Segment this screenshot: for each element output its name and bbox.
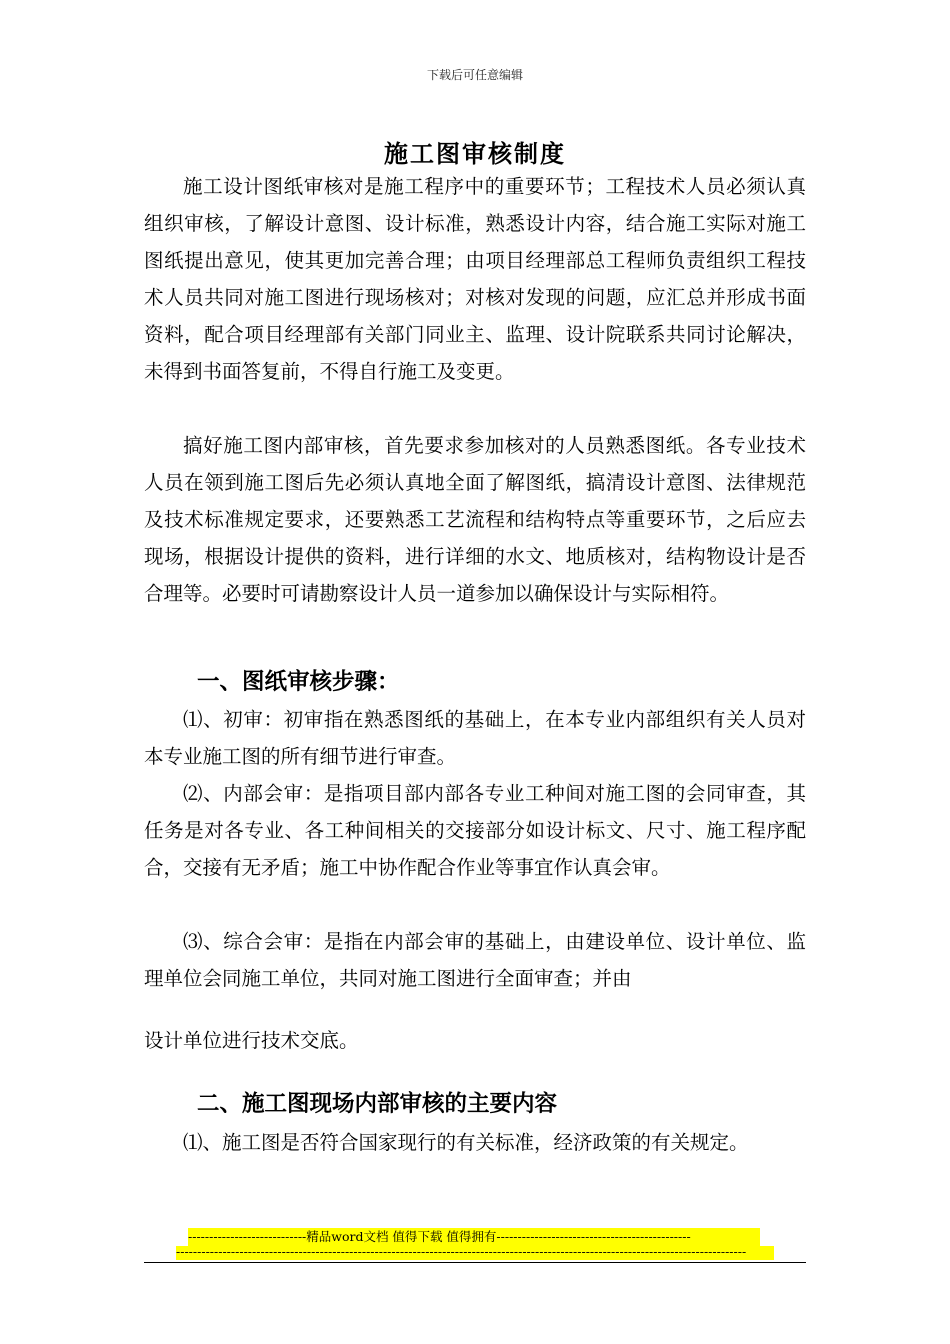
intro-paragraph-2: 搞好施工图内部审核，首先要求参加核对的人员熟悉图纸。各专业技术人员在领到施工图后先必须认真地全面了解图纸，搞清设计意图、法律规范及技术标准规定要求，还要熟悉工艺流程和结构特点等重要环节，之后应去现场，根据设计提供的资料，进行详细的水文、地质核对，结构物设计是否合理等。必要时可请勘察设计人员一道参加以确保设计与实际相符。 bbox=[144, 434, 806, 605]
intro-paragraph-1: 施工设计图纸审核对是施工程序中的重要环节；工程技术人员必须认真组织审核，了解设计意图、设计标准，熟悉设计内容，结合施工实际对施工图纸提出意见，使其更加完善合理；由项目经理部总工程师负责组织工程技术人员共同对施工图进行现场核对；对核对发现的问题，应汇总并形成书面资料，配合项目经理部有关部门同业主、监理、设计院联系共同讨论解决，未得到书面答复前，不得自行施工及变更。 bbox=[144, 175, 806, 383]
section-1-item-3: ⑶、综合会审：是指在内部会审的基础上，由建设单位、设计单位、监理单位会同施工单位，共同对施工图进行全面审查；并由 bbox=[144, 930, 806, 990]
section-1-item-1: ⑴、初审：初审指在熟悉图纸的基础上，在本专业内部组织有关人员对本专业施工图的所有细节进行审查。 bbox=[144, 708, 806, 768]
page-title: 施工图审核制度 bbox=[384, 139, 566, 168]
section-1-continuation: 设计单位进行技术交底。 bbox=[144, 1029, 359, 1052]
section-2-item-1: ⑴、施工图是否符合国家现行的有关标准，经济政策的有关规定。 bbox=[183, 1131, 749, 1154]
footer-banner-line-1: ----------------------------精品word文档 值得下载 值得拥有---------------------------------------------- bbox=[188, 1228, 760, 1246]
header-note: 下载后可任意编辑 bbox=[426, 68, 523, 82]
footer-banner-line-2: --------------------------------------------------------------------------------------------------------------------------------------- bbox=[176, 1246, 774, 1260]
section-2-heading: 二、施工图现场内部审核的主要内容 bbox=[197, 1091, 558, 1117]
footer-divider bbox=[144, 1262, 806, 1263]
section-1-heading: 一、图纸审核步骤： bbox=[197, 669, 400, 695]
section-1-item-2: ⑵、内部会审：是指项目部内部各专业工种间对施工图的会同审查，其任务是对各专业、各工种间相关的交接部分如设计标文、尺寸、施工程序配合，交接有无矛盾；施工中协作配合作业等事宜作认真会审。 bbox=[144, 782, 806, 879]
